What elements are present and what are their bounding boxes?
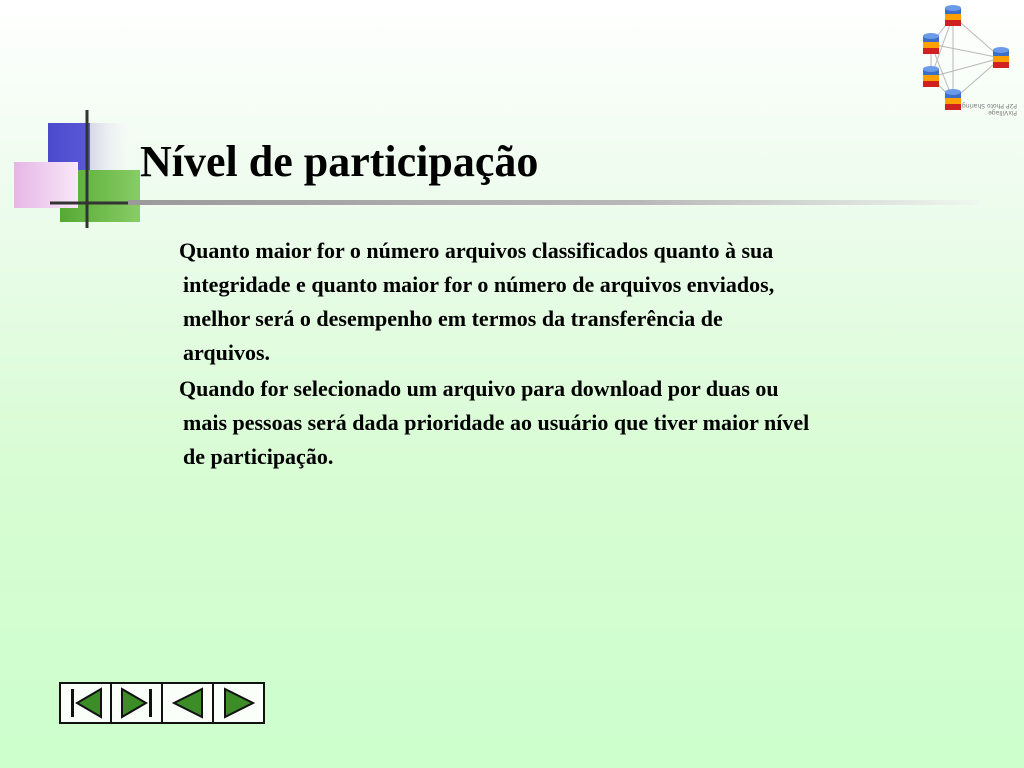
database-icon [945,89,961,110]
slide-navigation [59,682,265,724]
slide-body [176,234,1016,476]
database-icon [993,47,1009,68]
decorative-squares [0,100,150,240]
database-icon [923,66,939,87]
next-icon [221,686,257,720]
logo-text-line2: P2P Photo Sharing [961,102,1017,109]
pixvillage-logo [915,2,1020,118]
slide-title: Nível de participação [140,137,539,186]
paragraph-1: Quanto maior for o número arquivos classificados quanto à sua integridade e quanto maior for o número de arquivos enviados, melhor será o desempenho em termos da transferência de arquivos. [179,238,775,365]
database-icon [923,33,939,54]
database-icon [945,5,961,26]
next-slide-button[interactable] [214,684,263,722]
paragraph-2: Quando for selecionado um arquivo para download por duas ou mais pessoas será dada prioridade ao usuário que tiver maior nível de participação. [179,376,810,469]
logo-text-line1: PixVillage [988,109,1017,116]
first-slide-button[interactable] [61,684,112,722]
previous-slide-button[interactable] [163,684,214,722]
last-slide-button[interactable] [112,684,163,722]
title-underline [128,200,978,205]
pink-square [14,162,78,208]
gray-square [90,123,140,173]
first-icon [68,686,104,720]
previous-icon [170,686,206,720]
last-icon [119,686,155,720]
